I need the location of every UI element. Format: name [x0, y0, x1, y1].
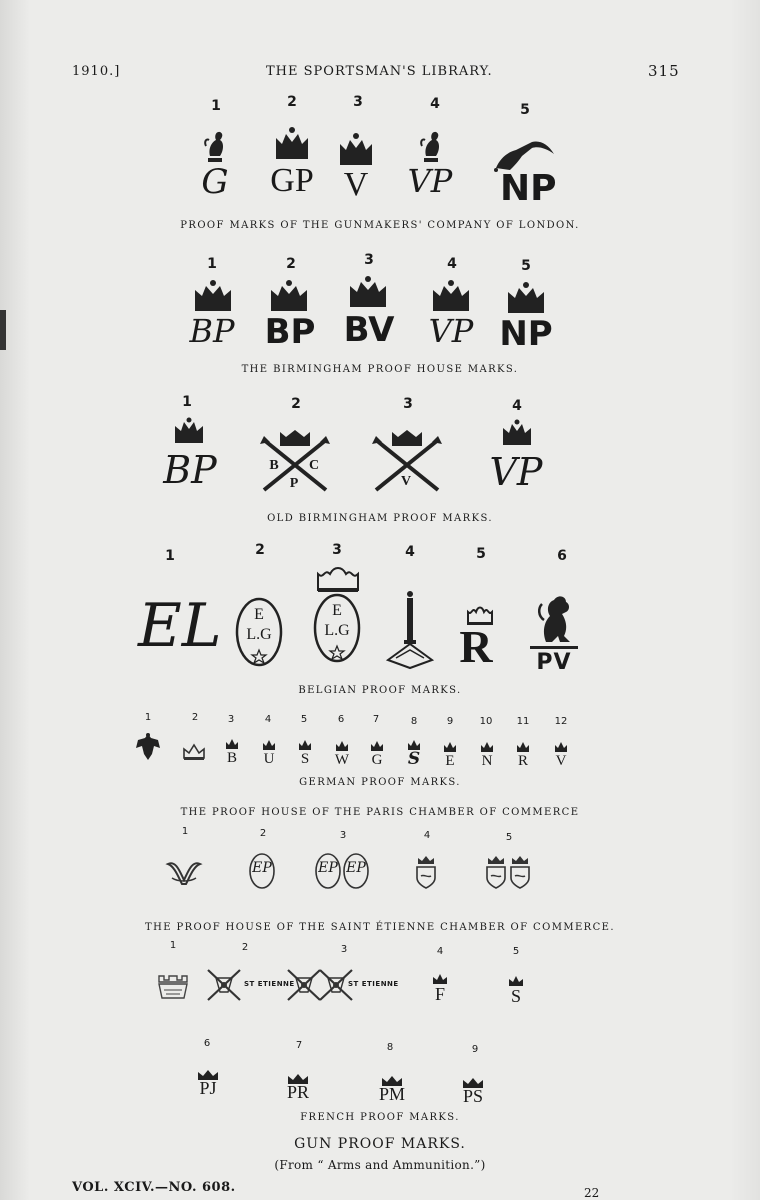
- mark-letter: S: [510, 986, 521, 1006]
- mark-number: 10: [479, 716, 493, 727]
- mark-letter: E: [445, 753, 455, 769]
- mark-number: 4: [447, 256, 457, 272]
- mark-letter: V: [400, 474, 412, 489]
- crown-icon: [336, 130, 376, 168]
- footer-volume: VOL. XCIV.—NO. 608.: [72, 1180, 236, 1195]
- mark-letter: B: [269, 458, 279, 473]
- mark-number: 4: [264, 714, 272, 725]
- mark-number: 3: [364, 252, 374, 268]
- crown-icon: [554, 740, 568, 754]
- crown-icon: [272, 124, 312, 162]
- imperial-eagle-icon: [134, 730, 162, 762]
- perron-column-icon: [386, 590, 434, 670]
- crown-icon: [347, 274, 389, 310]
- mark-letter: GP: [270, 162, 314, 199]
- mark-letter: PJ: [199, 1078, 217, 1098]
- crown-icon: [172, 416, 206, 446]
- mark-letter: ST ETIENNE: [244, 980, 295, 988]
- crown-icon: [192, 278, 234, 314]
- mark-number: 2: [286, 256, 296, 272]
- mark-number: 5: [300, 714, 308, 725]
- crown-icon: [335, 739, 349, 753]
- mark-letter: L.G: [324, 622, 350, 639]
- mark-letter: G: [201, 162, 229, 202]
- mark-letter: BP: [163, 448, 217, 492]
- mark-number: 4: [405, 544, 415, 560]
- mark-letter: NP: [500, 168, 557, 209]
- mark-letter: V: [555, 753, 567, 769]
- mark-number: 1: [144, 712, 152, 723]
- crown-icon: [182, 742, 206, 762]
- mark-number: 7: [372, 714, 380, 725]
- mural-crown-icon: [156, 972, 190, 1002]
- crown-icon: [314, 564, 362, 594]
- header-title: THE SPORTSMAN'S LIBRARY.: [266, 64, 493, 79]
- caption-london: PROOF MARKS OF THE GUNMAKERS' COMPANY OF LONDON.: [180, 220, 580, 231]
- mark-letter: C: [308, 458, 320, 473]
- mark-letter: BP: [264, 312, 316, 352]
- mark-number: 1: [211, 98, 221, 114]
- caption-st-etienne: THE PROOF HOUSE OF THE SAINT ÉTIENNE CHAMBER OF COMMERCE.: [145, 922, 615, 933]
- mark-letter: BP: [189, 312, 235, 350]
- mark-number: 6: [337, 714, 345, 725]
- mark-number: 1: [169, 940, 177, 951]
- mark-letter: R: [517, 753, 528, 769]
- mark-number: 5: [505, 832, 513, 843]
- crown-icon: [443, 740, 457, 754]
- mark-letter: G: [371, 752, 383, 768]
- lion-crest-icon: [200, 126, 230, 166]
- crown-icon: [480, 740, 494, 754]
- mark-number: 9: [471, 1044, 479, 1055]
- caption-old-birmingham: OLD BIRMINGHAM PROOF MARKS.: [267, 513, 493, 524]
- mark-letter: EP: [346, 860, 366, 876]
- mark-letter: PV: [536, 650, 572, 675]
- mark-number: 1: [165, 548, 175, 564]
- page-number: 315: [648, 62, 680, 80]
- footer-signature-number: 22: [584, 1186, 600, 1200]
- mark-letter: V: [343, 166, 369, 203]
- header-year: 1910.]: [72, 64, 121, 79]
- mark-number: 3: [339, 830, 347, 841]
- mark-letter: NP: [499, 314, 553, 354]
- crown-icon: [500, 418, 534, 448]
- mark-letter: VP: [428, 312, 474, 350]
- mark-letter: W: [334, 752, 350, 768]
- mark-letter: BV: [343, 310, 395, 350]
- mark-number: 5: [476, 546, 486, 562]
- crossed-pistols-icon: [204, 966, 244, 1004]
- mark-letter: P: [289, 476, 299, 491]
- mark-letter: R: [459, 621, 493, 672]
- mark-number: 5: [512, 946, 520, 957]
- monogram-icon: [164, 858, 204, 888]
- mark-letter: B: [226, 750, 237, 766]
- crown-icon: [505, 280, 547, 316]
- lion-rampant-icon: [534, 592, 578, 644]
- mark-letter: EP: [252, 860, 272, 876]
- mark-number: 2: [259, 828, 267, 839]
- mark-number: 3: [403, 396, 413, 412]
- mark-number: 4: [430, 96, 440, 112]
- mark-number: 7: [295, 1040, 303, 1051]
- crown-icon: [262, 738, 276, 752]
- mark-number: 8: [386, 1042, 394, 1053]
- mark-number: 5: [520, 102, 530, 118]
- mark-number: 11: [516, 716, 530, 727]
- crown-icon: [225, 737, 239, 751]
- mark-letter: E: [332, 602, 342, 619]
- crowned-shield-icon: [484, 854, 508, 890]
- mark-number: 4: [512, 398, 522, 414]
- divider-rule: [530, 646, 578, 649]
- page-edge-mark: [0, 310, 6, 350]
- mark-letter: U: [263, 751, 275, 767]
- lion-crest-icon: [416, 126, 446, 166]
- mark-letter: F: [434, 984, 445, 1004]
- mark-letter: S: [300, 751, 310, 767]
- mark-number: 9: [446, 716, 454, 727]
- caption-french: FRENCH PROOF MARKS.: [300, 1112, 460, 1123]
- mark-letter: EL: [138, 591, 222, 661]
- mark-letter: N: [481, 753, 493, 769]
- mark-number: 4: [423, 830, 431, 841]
- mark-letter: S: [407, 749, 421, 769]
- crown-icon: [430, 278, 472, 314]
- caption-paris: THE PROOF HOUSE OF THE PARIS CHAMBER OF COMMERCE: [180, 807, 580, 818]
- mark-number: 8: [410, 716, 418, 727]
- mark-number: 2: [241, 942, 249, 953]
- crown-icon: [516, 740, 530, 754]
- crown-icon: [298, 738, 312, 752]
- crown-icon: [268, 278, 310, 314]
- mark-letter: VP: [489, 450, 543, 494]
- mark-number: 6: [557, 548, 567, 564]
- mark-letter: PR: [286, 1082, 310, 1102]
- mark-number: 3: [340, 944, 348, 955]
- crown-icon: [370, 739, 384, 753]
- mark-letter: VP: [407, 162, 453, 200]
- mark-number: 12: [554, 716, 568, 727]
- caption-german: GERMAN PROOF MARKS.: [299, 777, 461, 788]
- mark-number: 3: [227, 714, 235, 725]
- mark-number: 4: [436, 946, 444, 957]
- mark-number: 5: [521, 258, 531, 274]
- mark-number: 1: [182, 394, 192, 410]
- mark-number: 2: [291, 396, 301, 412]
- mark-letter: E: [254, 606, 264, 623]
- mark-letter: PM: [378, 1084, 405, 1104]
- mark-letter: L.G: [246, 626, 272, 643]
- mark-letter: ST ETIENNE: [348, 980, 399, 988]
- mark-number: 2: [255, 542, 265, 558]
- mark-number: 3: [332, 542, 342, 558]
- mark-letter: EP: [318, 860, 338, 876]
- mark-number: 1: [207, 256, 217, 272]
- mark-letter: PS: [462, 1086, 484, 1106]
- mark-number: 2: [191, 712, 199, 723]
- crowned-shield-icon: [414, 854, 438, 890]
- mark-number: 1: [181, 826, 189, 837]
- mark-number: 3: [353, 94, 363, 110]
- caption-birmingham: THE BIRMINGHAM PROOF HOUSE MARKS.: [241, 364, 519, 375]
- caption-belgian: BELGIAN PROOF MARKS.: [298, 685, 462, 696]
- figure-title: GUN PROOF MARKS.: [294, 1136, 466, 1152]
- mark-number: 2: [287, 94, 297, 110]
- figure-subtitle: (From “ Arms and Ammunition.”): [274, 1158, 486, 1172]
- crowned-shield-icon: [508, 854, 532, 890]
- mark-number: 6: [203, 1038, 211, 1049]
